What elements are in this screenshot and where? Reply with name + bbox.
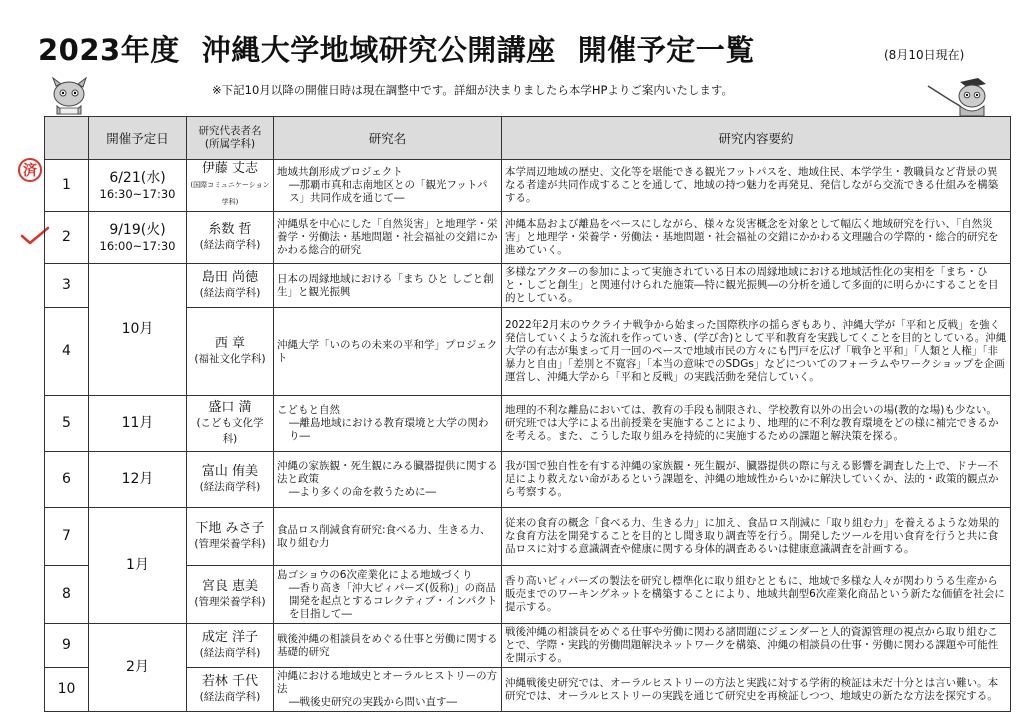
row-researcher: 宮良 恵美 (管理栄養学科): [187, 566, 274, 624]
row-summary: 本学周辺地域の歴史、文化等を堪能できる観光フットパスを、地域住民、本学学生・教職員など背景の異なる者達が共同作成することを通して、地域の持つ魅力を再発見、発信しながら交流できる仕組みを構築する。: [502, 160, 1011, 212]
row-number: 3: [45, 264, 89, 308]
row-researcher: 糸数 哲 (経法商学科): [187, 212, 274, 264]
row-researcher: 下地 みさ子 (管理栄養学科): [187, 508, 274, 566]
row-summary: 2022年2月末のウクライナ戦争から始まった国際秩序の揺らぎもあり、沖縄大学が「平和と反戦」を強く発信していくような流れを作っていき、(学び舎)として平和教育を実践してくことを目的としている。沖縄大学の有志が集まって月一回のペースで地域市民の方々にも門戸を広げ「戦争と平和」「人類と人権」「非暴力と自由」「差別と不寛容」「本当の意味でのSDGs」などについてのフォーラムやワークショップを企画運営し、沖縄大学から「平和と反戦」の実践活動を発信していく。: [502, 308, 1011, 396]
row-researcher: 伊藤 丈志 (国際コミュニケーション学科): [187, 160, 274, 212]
row-number: 1: [45, 160, 89, 212]
row-summary: 沖縄本島および離島をベースにしながら、様々な災害概念を対象として幅広く地域研究を行い、「自然災害」と地理学・栄養学・労働法・基地問題・社会福祉の交錯にかかわる文理融合の学際的・総合的研究を進めていく。: [502, 212, 1011, 264]
row-researcher: 島田 尚徳 (経法商学科): [187, 264, 274, 308]
row-researcher: 若林 千代 (経法商学科): [187, 668, 274, 712]
lecture-schedule-table: [44, 116, 1011, 712]
row-number: 2: [45, 212, 89, 264]
row-date: 6/21(水) 16:30~17:30: [89, 160, 187, 212]
row-summary: 従来の食育の概念「食べる力、生きる力」に加え、食品ロス削減に「取り組む力」を養えるような効果的な食育方法を開発することを目的とし聞き取り調査等を行う。開発したツールを用い食育を行うと共に食品ロスに対する意識調査や健康に関する身体的調査あるいは健康意識調査を計画する。: [502, 508, 1011, 566]
row-title: 戦後沖縄の相談員をめぐる仕事と労働に関する基礎的研究: [274, 624, 502, 668]
table-row: [45, 264, 1011, 308]
row-title: 日本の周縁地域における「まち ひと しごと創生」と観光振興: [274, 264, 502, 308]
table-row: [45, 624, 1011, 668]
row-number: 6: [45, 452, 89, 508]
mascot-left-icon: [48, 76, 90, 116]
table-row: [45, 160, 1011, 212]
table-header-row: [45, 117, 1011, 160]
row-title: 沖縄の家族観・死生観にみる臓器提供に関する法と政策 ―より多くの命を救うために―: [274, 452, 502, 508]
row-title: 地域共創形成プロジェクト ―那覇市真和志南地区との「観光フットパス」共同作成を通じて―: [274, 160, 502, 212]
row-summary: 多様なアクターの参加によって実施されている日本の周縁地域における地域活性化の実相を「まち・ひと・しごと創生」と関連付けられた施策―特に観光振興―の分析を通して多面的に明らかにすることを目的としている。: [502, 264, 1011, 308]
row-number: 9: [45, 624, 89, 668]
row-number: 5: [45, 396, 89, 452]
row-researcher: 盛口 満 (こども文化学科): [187, 396, 274, 452]
row-number: 4: [45, 308, 89, 396]
row-number: 7: [45, 508, 89, 566]
row-number: 10: [45, 668, 89, 712]
schedule-note: ※下記10月以降の開催日時は現在調整中です。詳細が決まりましたら本学HPよりご案内いたします。: [212, 83, 734, 97]
done-stamp-icon: [17, 157, 43, 183]
row-month: 12月: [89, 452, 187, 508]
table-row: [45, 566, 1011, 624]
row-title: 沖縄大学「いのちの未来の平和学」プロジェクト: [274, 308, 502, 396]
row-summary: 我が国で独自性を有する沖縄の家族観・死生観が、臓器提供の際に与える影響を調査した上で、ドナー不足により救えない命があるという課題を、沖縄の地域性からいかに解決していくか、法的・政策的観点から考察する。: [502, 452, 1011, 508]
row-summary: 地理的不利な離島においては、教育の手段も制限され、学校教育以外の出会いの場(教的な場)も少ない。研究班では大学による出前授業を実施することにより、地理的に不利な教育環境をどの様に補完できるかを考える。また、こうした取り組みを持続的に実施するための課題と解決策を探る。: [502, 396, 1011, 452]
row-number: 8: [45, 566, 89, 624]
row-title: こどもと自然 ―離島地域における教育環境と大学の関わり―: [274, 396, 502, 452]
row-title: 島ゴショウの6次産業化による地域づくり ―香り高き「沖大ピィパーズ(仮称)」の商品開発を起点とするコレクティブ・インパクトを目指して―: [274, 566, 502, 624]
table-row: [45, 508, 1011, 566]
header-researcher: 研究代表者名 (所属学科): [187, 117, 274, 160]
header-date: 開催予定日: [89, 117, 187, 160]
row-title: 沖縄県を中心にした「自然災害」と地理学・栄養学・労働法・基地問題・社会福祉の交錯にかかわる総合的研究: [274, 212, 502, 264]
row-summary: 沖縄戦後史研究では、オーラルヒストリーの方法と実践に対する学術的検証は未だ十分とは言い難い。本研究では、オーラルヒストリーの実践を通じて研究史を再検証しつつ、地域史の新たな方法を探究する。: [502, 668, 1011, 712]
row-summary: 戦後沖縄の相談員をめぐる仕事や労働に関わる諸問題にジェンダーと人的資源管理の視点から取り組むことで、学際・実践的労働問題解決ネットワークを構築、沖縄の相談員の仕事・労働に関わる課題や可能性を開示する。: [502, 624, 1011, 668]
row-month: 11月: [89, 396, 187, 452]
row-title: 食品ロス削減食育研究:食べる力、生きる力、取り組む力: [274, 508, 502, 566]
page-title: 2023年度 沖縄大学地域研究公開講座 開催予定一覧: [38, 33, 755, 67]
header-summary: 研究内容要約: [502, 117, 1011, 160]
table-row: [45, 308, 1011, 396]
table-row: [45, 452, 1011, 508]
header-no: [45, 117, 89, 160]
row-title: 沖縄における地域史とオーラルヒストリーの方法 ―戦後史研究の実践から問い直す―: [274, 668, 502, 712]
row-month: 2月: [89, 624, 187, 712]
row-researcher: 富山 侑美 (経法商学科): [187, 452, 274, 508]
header-title: 研究名: [274, 117, 502, 160]
row-researcher: 西 章 (福祉文化学科): [187, 308, 274, 396]
row-date: 9/19(火) 16:00~17:30: [89, 212, 187, 264]
table-row: [45, 396, 1011, 452]
row-month: 1月: [89, 508, 187, 624]
table-row: [45, 668, 1011, 712]
row-summary: 香り高いピィパーズの製法を研究し標準化に取り組むとともに、地域で多様な人々が関わりうる生産から販売までのワーキングネットを構築することにより、地域共創型6次産業化商品という新たな価値を社会に提示する。: [502, 566, 1011, 624]
row-month: 10月: [89, 264, 187, 396]
mascot-right-icon: [924, 76, 1000, 116]
svg-text:済: 済: [23, 163, 37, 179]
table-row: [45, 212, 1011, 264]
as-of-date: (8月10日現在): [884, 48, 965, 62]
row-researcher: 成定 洋子 (経法商学科): [187, 624, 274, 668]
